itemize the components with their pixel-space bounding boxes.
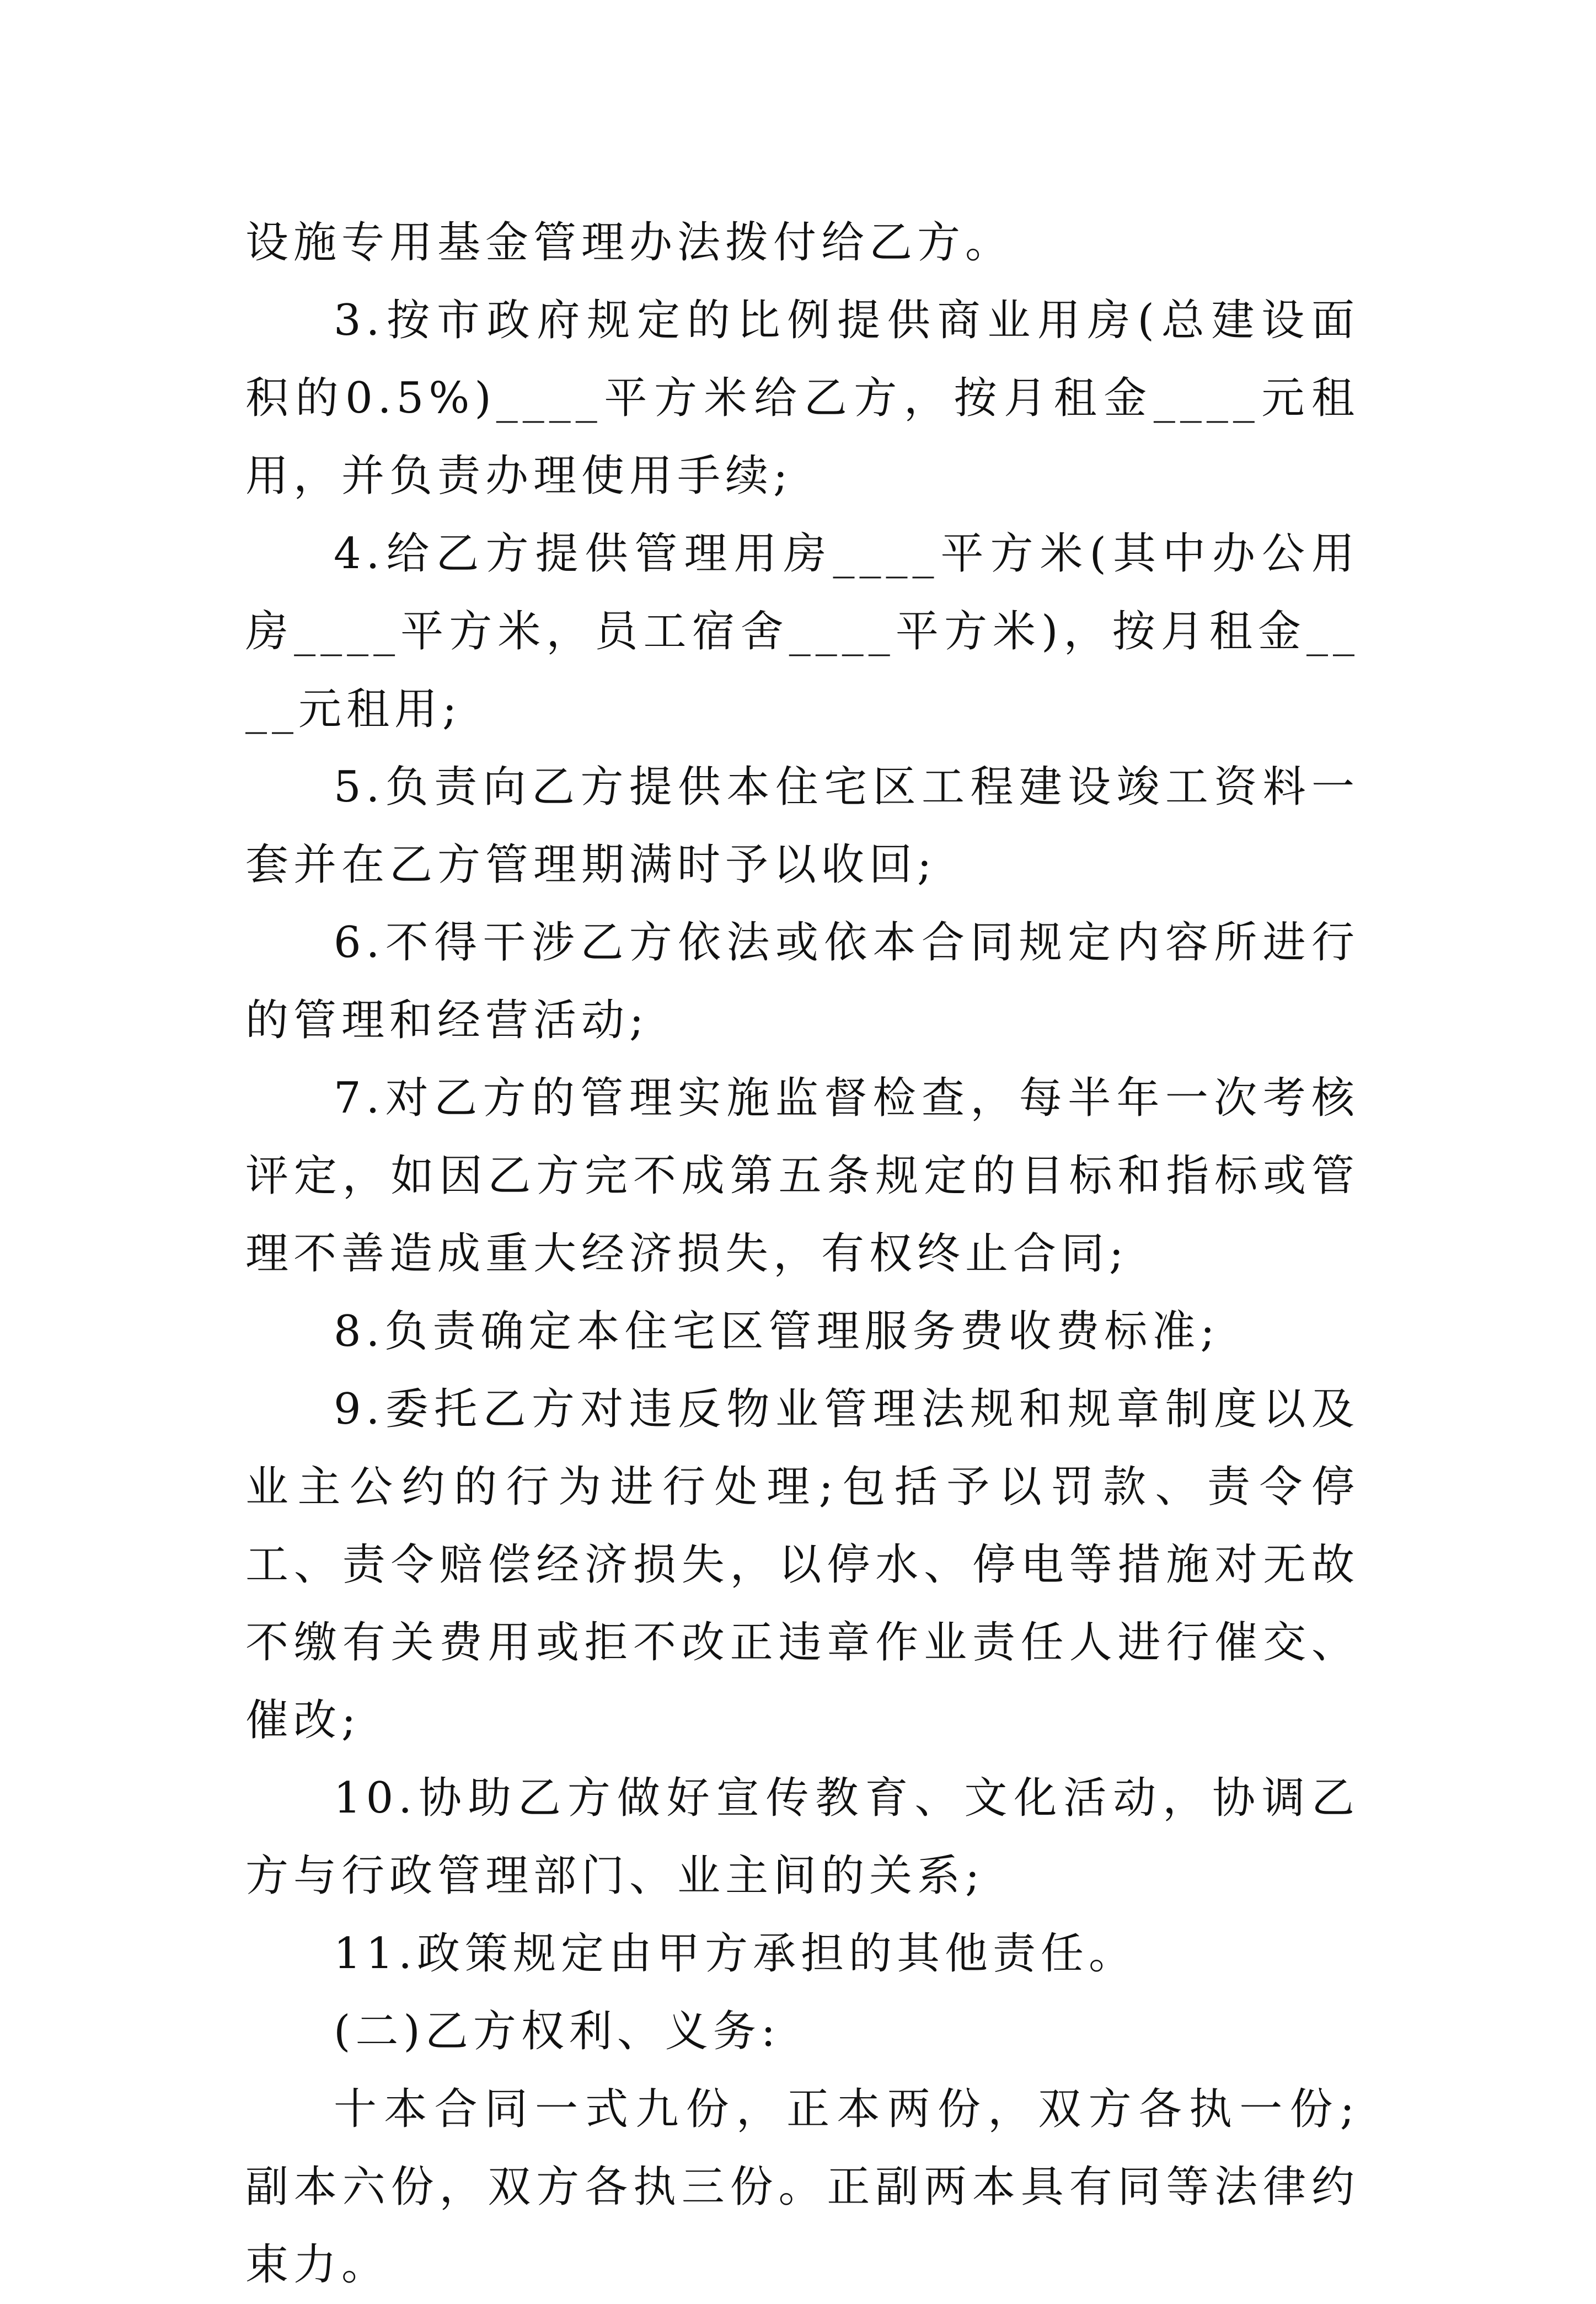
paragraph-item-7: 7.对乙方的管理实施监督检查，每半年一次考核评定，如因乙方完不成第五条规定的目标和指标或管理不善造成重大经济损失，有权终止合同; — [245, 1073, 1359, 1279]
paragraph-item-11: 11.政策规定由甲方承担的其他责任。 — [334, 1929, 1137, 1979]
paragraph-item-3: 3.按市政府规定的比例提供商业用房(总建设面积的0.5%)____平方米给乙方，按月租金____元租用，并负责办理使用手续; — [245, 296, 1359, 501]
paragraph-item-10: 10.协助乙方做好宣传教育、文化活动，协调乙方与行政管理部门、业主间的关系; — [245, 1773, 1359, 1901]
paragraph-item-6: 6.不得干涉乙方依法或依本合同规定内容所进行的管理和经营活动; — [245, 918, 1359, 1045]
paragraph-copies-clause: 十本合同一式九份，正本两份，双方各执一份;副本六份，双方各执三份。正副两本具有同等法律约束力。 — [245, 2084, 1359, 2290]
paragraph-item-5: 5.负责向乙方提供本住宅区工程建设竣工资料一套并在乙方管理期满时予以收回; — [245, 762, 1359, 890]
document-body — [245, 204, 1359, 2304]
paragraph-item-9: 9.委托乙方对违反物业管理法规和规章制度以及业主公约的行为进行处理;包括予以罚款、责令停工、责令赔偿经济损失，以停水、停电等措施对无故不缴有关费用或拒不改正违章作业责任人进行催交、催改; — [245, 1384, 1359, 1745]
paragraph-continuation: 设施专用基金管理办法拨付给乙方。 — [245, 218, 1014, 268]
paragraph-item-4: 4.给乙方提供管理用房____平方米(其中办公用房____平方米，员工宿舍____平方米)，按月租金____元租用; — [245, 529, 1359, 734]
paragraph-item-8: 8.负责确定本住宅区管理服务费收费标准; — [334, 1307, 1220, 1356]
section-heading-party-b: (二)乙方权利、义务: — [334, 2007, 781, 2056]
